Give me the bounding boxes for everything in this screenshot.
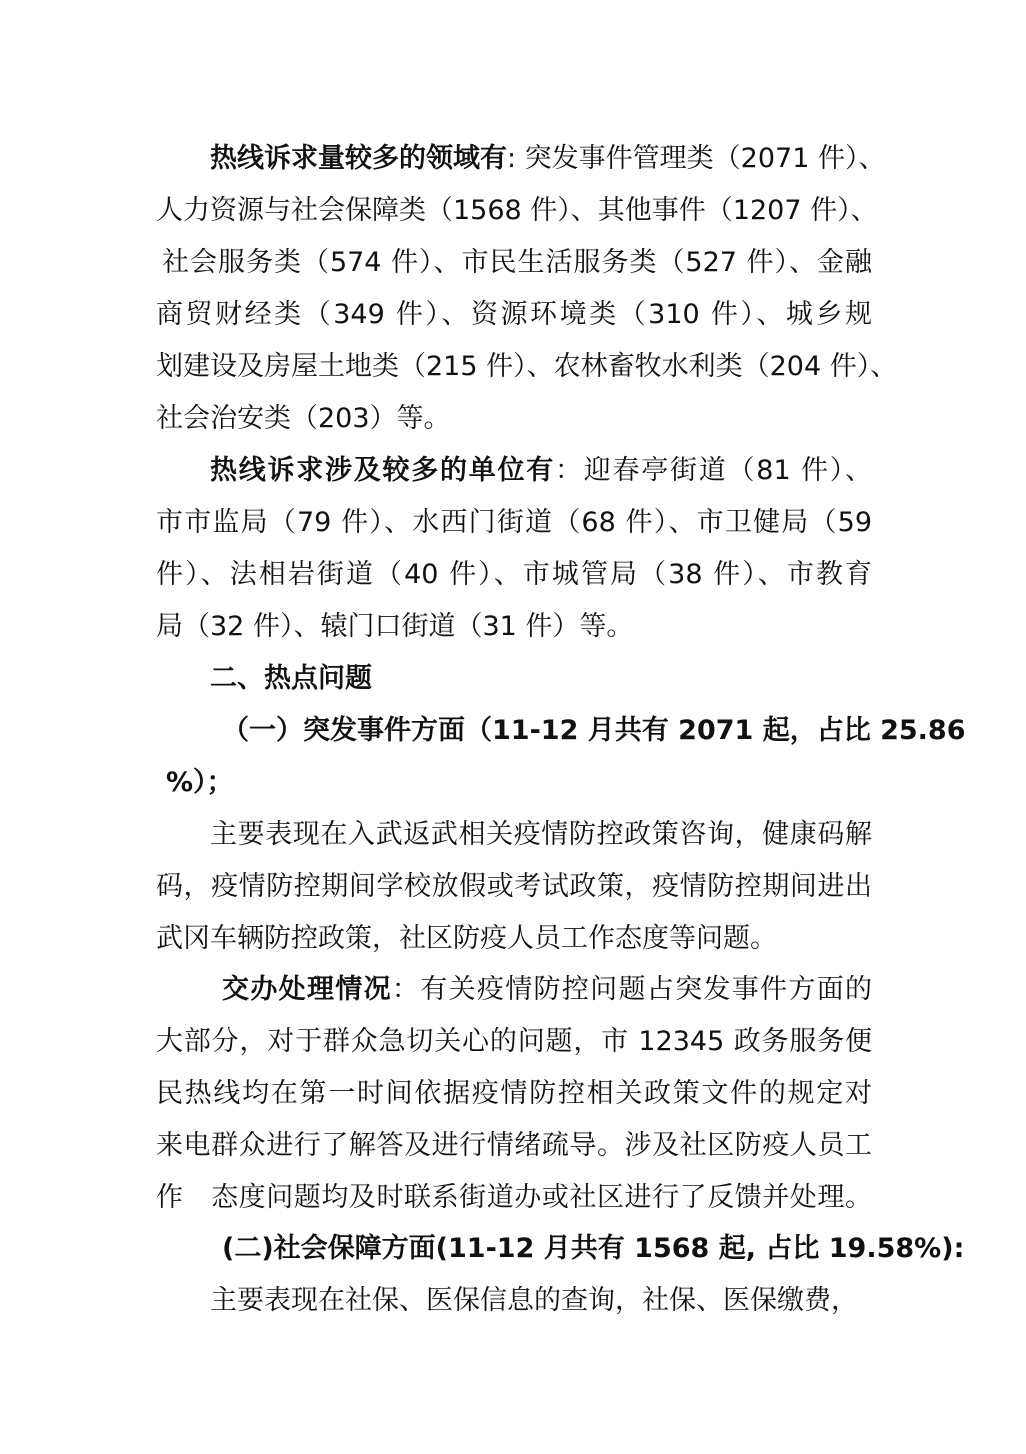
sub2-p-line-1: 主要表现在社保、医保信息的查询，社保、医保缴费， xyxy=(210,1285,858,1316)
handling-line-2: 大部分，对于群众急切关心的问题，市 12345 政务服务便 xyxy=(156,1026,872,1057)
handling-line-1 xyxy=(222,970,872,1010)
p1-line-5: 划建设及房屋土地类（215 件）、农林畜牧水利类（204 件）、 xyxy=(156,351,898,382)
p2-line-2: 市市监局（79 件）、水西门街道（68 件）、市卫健局（59 xyxy=(156,507,872,538)
handling-lead: 交办处理情况 xyxy=(222,974,392,1005)
p2-line-1-text: ：迎春亭街道（81 件）、 xyxy=(555,455,872,486)
sub1-heading-line-2: %）； xyxy=(166,767,234,798)
p2-line-3: 件）、法相岩街道（40 件）、市城管局（38 件）、市教育 xyxy=(156,559,872,590)
p2-line-4: 局（32 件）、辕门口街道（31 件）等。 xyxy=(156,611,634,642)
sub1-p-line-3: 武冈车辆防控政策，社区防疫人员工作态度等问题。 xyxy=(156,923,777,954)
handling-line-5: 作 态度问题均及时联系街道办或社区进行了反馈并处理。 xyxy=(156,1182,872,1213)
p1-line-1-text: : 突发事件管理类（2071 件）、 xyxy=(507,143,886,174)
sub1-p-line-2: 码，疫情防控期间学校放假或考试政策，疫情防控期间进出 xyxy=(156,871,872,902)
p1-line-6: 社会治安类（203）等。 xyxy=(156,403,451,434)
p1-line-4: 商贸财经类（349 件）、资源环境类（310 件）、城乡规 xyxy=(156,299,872,330)
handling-line-4: 来电群众进行了解答及进行情绪疏导。涉及社区防疫人员工 xyxy=(156,1130,872,1161)
handling-line-1-text: ：有关疫情防控问题占突发事件方面的 xyxy=(391,974,873,1005)
p1-line-2: 人力资源与社会保障类（1568 件）、其他事件（1207 件）、 xyxy=(156,195,878,226)
section-heading-hot-issues: 二、热点问题 xyxy=(210,663,372,694)
p1-line-1 xyxy=(210,139,886,179)
handling-line-3: 民热线均在第一时间依据疫情防控相关政策文件的规定对 xyxy=(156,1078,872,1109)
sub1-heading-line-1: （一）突发事件方面（11-12 月共有 2071 起，占比 25.86 xyxy=(222,715,966,746)
p2-line-1 xyxy=(210,451,872,491)
sub2-heading: (二)社会保障方面(11-12 月共有 1568 起, 占比 19.58%): xyxy=(222,1233,965,1264)
p2-lead: 热线诉求涉及较多的单位有 xyxy=(210,455,556,486)
p1-line-3: 社会服务类（574 件）、市民生活服务类（527 件）、金融 xyxy=(162,247,872,278)
sub1-p-line-1: 主要表现在入武返武相关疫情防控政策咨询，健康码解 xyxy=(210,819,872,850)
p1-lead: 热线诉求量较多的领域有 xyxy=(210,143,507,174)
